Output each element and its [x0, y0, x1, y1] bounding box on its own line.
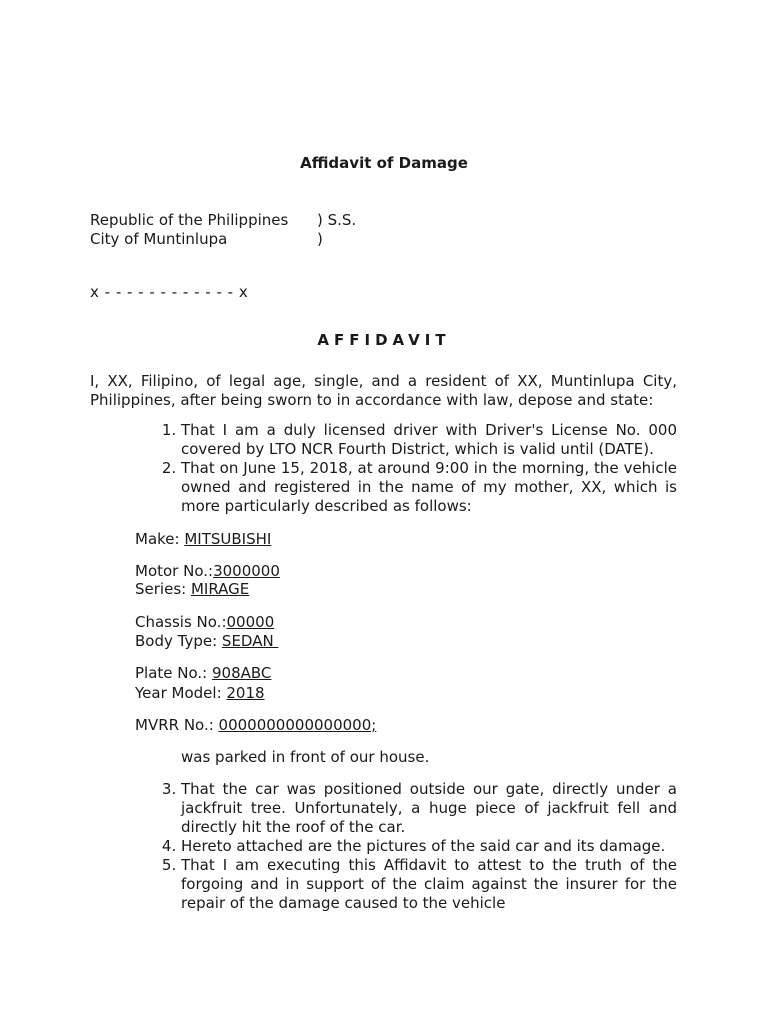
vehicle-mvrr: [135, 716, 376, 735]
vehicle-motor: [135, 562, 280, 581]
field-value: 0000000000000000;: [218, 716, 377, 734]
list-item: 3. That the car was positioned outside our gate, directly under a jackfruit tree. Unfortunately, a huge piece of jackfruit fell and directly hit the roof of the car.: [181, 780, 677, 837]
field-value: 2018: [226, 684, 265, 702]
field-value: MIRAGE: [190, 580, 250, 598]
separator-line: x - - - - - - - - - - - - x: [90, 283, 249, 301]
affidavit-heading: AFFIDAVIT: [317, 331, 451, 349]
vehicle-make: [135, 530, 271, 549]
statement-list-1: [135, 421, 677, 516]
venue-mark: ) S.S.: [317, 211, 357, 229]
list-item: 2. That on June 15, 2018, at around 9:00 in the morning, the vehicle owned and registered in the name of my mother, XX, which is more particularly described as follows:: [181, 459, 677, 516]
venue-line-city: [90, 230, 690, 249]
field-value: SEDAN: [221, 632, 279, 650]
list-item: 5. That I am executing this Affidavit to attest to the truth of the forgoing and in support of the claim against the insurer for the repair of the damage caused to the vehicle: [181, 856, 677, 913]
field-label: Motor No.:: [135, 562, 214, 580]
field-label: Make:: [135, 530, 185, 548]
field-value: 3000000: [213, 562, 280, 580]
intro-paragraph: I, XX, Filipino, of legal age, single, and a resident of XX, Muntinlupa City, Philippines, after being sworn to in accordance with law, depose and state:: [90, 372, 677, 409]
vehicle-year-model: [135, 684, 265, 703]
vehicle-plate: [135, 664, 271, 683]
field-label: MVRR No.:: [135, 716, 219, 734]
vehicle-body-type: [135, 632, 278, 651]
document-title: Affidavit of Damage: [300, 154, 468, 172]
field-label: Year Model:: [135, 684, 227, 702]
vehicle-chassis: [135, 613, 274, 632]
venue-line-country: [90, 211, 690, 230]
field-label: Series:: [135, 580, 191, 598]
vehicle-series: [135, 580, 249, 599]
field-label: Body Type:: [135, 632, 222, 650]
list-item: 4. Hereto attached are the pictures of the said car and its damage.: [181, 837, 677, 856]
field-value: MITSUBISHI: [184, 530, 272, 548]
parked-statement: was parked in front of our house.: [181, 748, 430, 766]
list-item: 1. That I am a duly licensed driver with Driver's License No. 000 covered by LTO NCR Fourth District, which is valid until (DATE).: [181, 421, 677, 459]
field-label: Plate No.:: [135, 664, 213, 682]
field-value: 00000: [226, 613, 275, 631]
field-label: Chassis No.:: [135, 613, 227, 631]
venue-mark: ): [317, 230, 323, 248]
venue-label: City of Muntinlupa: [90, 230, 228, 248]
statement-list-2: [135, 780, 677, 913]
venue-label: Republic of the Philippines: [90, 211, 289, 229]
field-value: 908ABC: [212, 664, 272, 682]
